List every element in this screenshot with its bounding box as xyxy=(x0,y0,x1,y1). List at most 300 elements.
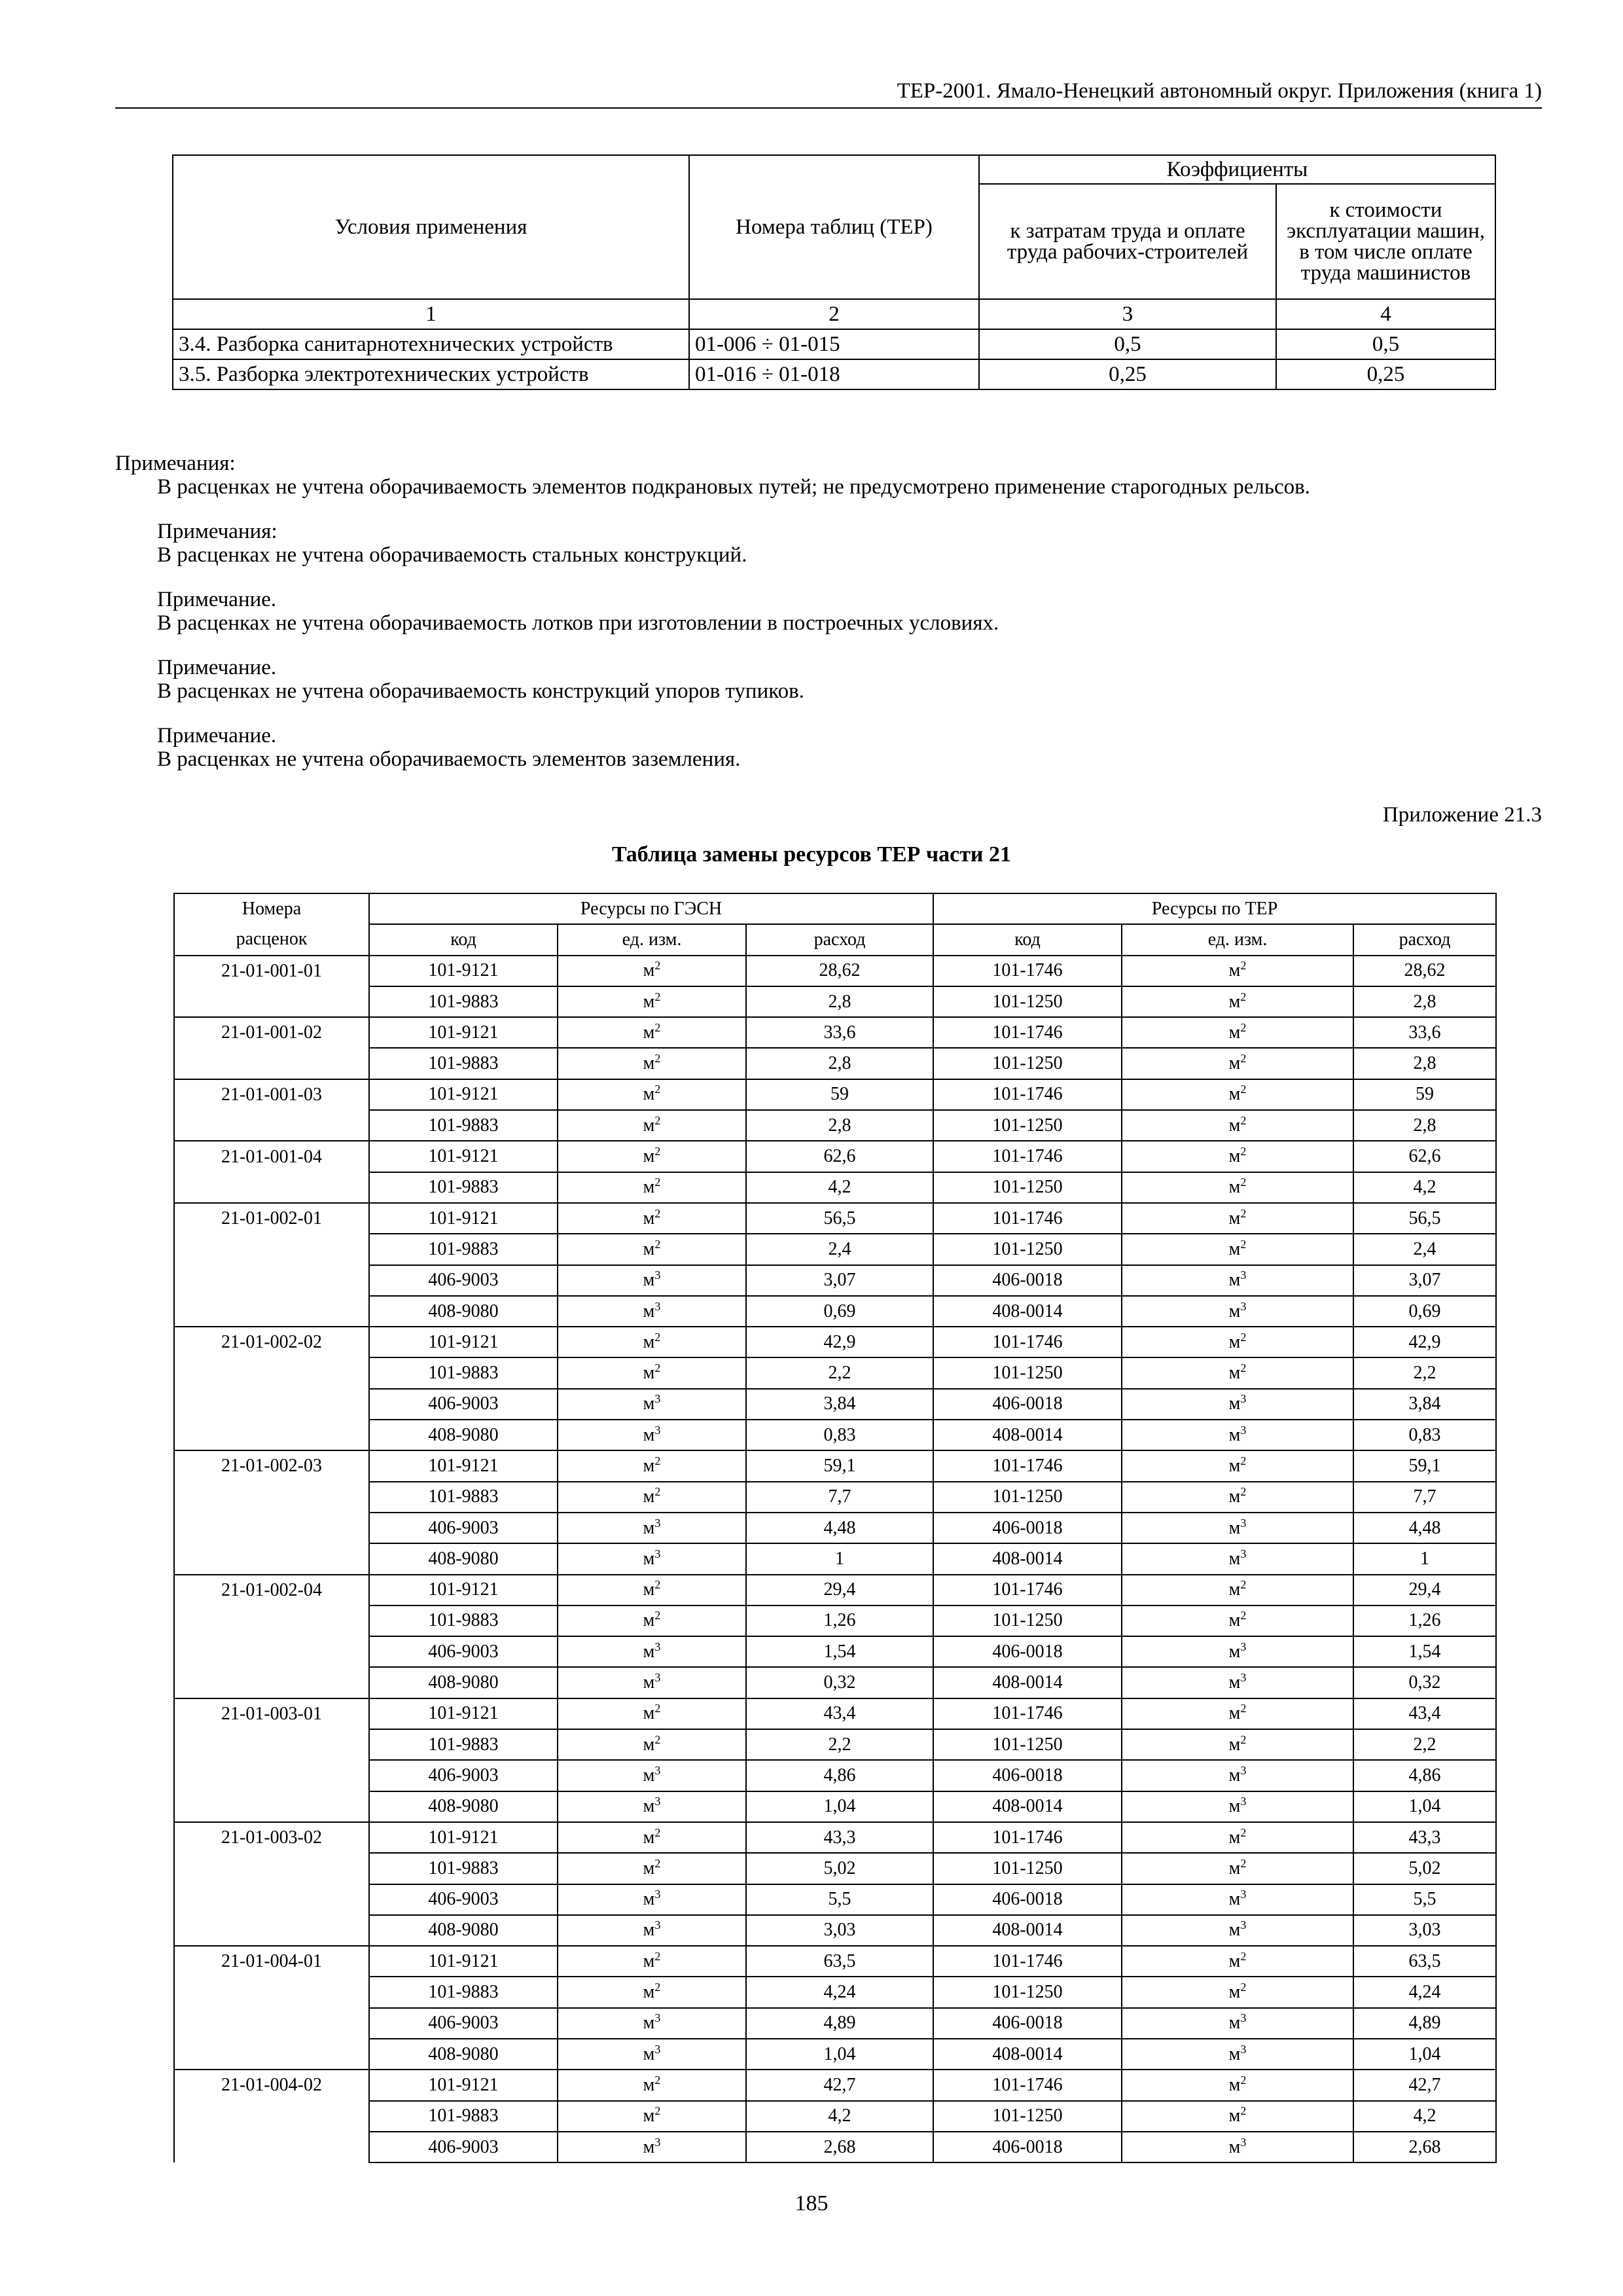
unit-power: 2 xyxy=(654,1732,661,1746)
ter-unit-cell xyxy=(1122,1636,1353,1667)
table-row xyxy=(174,1265,1496,1296)
col-number: 3 xyxy=(979,299,1276,329)
unit-power: 2 xyxy=(1240,1113,1247,1127)
unit-power: 3 xyxy=(654,1516,661,1530)
unit-text: м xyxy=(1228,1579,1241,1600)
col-tables-header: Номера таблиц (ТЕР) xyxy=(689,155,979,299)
ter-unit-cell xyxy=(1122,1667,1353,1698)
gesn-unit-cell xyxy=(558,1946,746,1977)
unit-text: м xyxy=(1228,1703,1241,1724)
unit-power: 2 xyxy=(1240,1609,1247,1623)
unit-text: м xyxy=(1228,1950,1241,1971)
ter-unit-cell xyxy=(1122,986,1353,1017)
unit-text: м xyxy=(643,1950,655,1971)
unit-power: 3 xyxy=(654,1918,661,1932)
rate-number-empty xyxy=(174,986,369,1017)
unit-text: м xyxy=(643,1641,655,1662)
gesn-amount-cell: 63,5 xyxy=(746,1946,933,1977)
unit-text: м xyxy=(643,991,655,1012)
unit-power: 3 xyxy=(654,1299,661,1313)
condition-cell: 3.5. Разборка электротехнических устройств xyxy=(173,359,689,389)
unit-text: м xyxy=(1228,2136,1241,2157)
gesn-amount-cell: 7,7 xyxy=(746,1482,933,1513)
unit-text: м xyxy=(643,1486,655,1507)
ter-unit-cell xyxy=(1122,1513,1353,1543)
unit-text: м xyxy=(1228,1115,1241,1136)
unit-text: м xyxy=(643,1115,655,1136)
gesn-amount-cell: 28,62 xyxy=(746,956,933,986)
gesn-code-cell: 101-9883 xyxy=(369,986,558,1017)
unit-power: 2 xyxy=(654,1702,661,1715)
rate-number-cell: 21-01-002-03 xyxy=(174,1450,369,1481)
ter-unit-cell xyxy=(1122,1543,1353,1574)
ter-amount-cell: 1,54 xyxy=(1353,1636,1496,1667)
table-row xyxy=(174,986,1496,1017)
unit-text: м xyxy=(1228,1022,1241,1043)
ter-amount-cell: 1,04 xyxy=(1353,1791,1496,1822)
unit-power: 2 xyxy=(654,1206,661,1220)
unit-power: 2 xyxy=(1240,1949,1247,1963)
rate-number-empty xyxy=(174,1915,369,1946)
ter-code-cell: 101-1746 xyxy=(933,2070,1122,2100)
unit-power: 2 xyxy=(1240,959,1247,973)
ter-unit-cell xyxy=(1122,1977,1353,2007)
gesn-unit-cell xyxy=(558,986,746,1017)
ter-unit-cell xyxy=(1122,1048,1353,1079)
ter-amount-cell: 2,68 xyxy=(1353,2132,1496,2162)
ter-unit-cell xyxy=(1122,2132,1353,2162)
rate-number-cell: 21-01-004-02 xyxy=(174,2070,369,2100)
unit-power: 2 xyxy=(1240,1981,1247,1994)
gesn-code-cell: 101-9883 xyxy=(369,1977,558,2007)
gesn-code-cell: 406-9003 xyxy=(369,2008,558,2039)
col-number: 4 xyxy=(1276,299,1495,329)
table-row xyxy=(174,1605,1496,1636)
gesn-amount-cell: 3,03 xyxy=(746,1915,933,1946)
gesn-code-cell: 101-9883 xyxy=(369,1357,558,1388)
table-row xyxy=(174,1048,1496,1079)
table-title: Таблица замены ресурсов ТЕР части 21 xyxy=(611,842,1012,867)
unit-text: м xyxy=(1228,1053,1241,1074)
unit-text: м xyxy=(1228,1300,1241,1321)
unit-text: м xyxy=(1228,1765,1241,1785)
ter-amount-cell: 7,7 xyxy=(1353,1482,1496,1513)
unit-text: м xyxy=(1228,1208,1241,1229)
gesn-code-cell: 101-9883 xyxy=(369,1110,558,1141)
ter-code-cell: 101-1746 xyxy=(933,1079,1122,1110)
unit-text: м xyxy=(643,2013,655,2034)
gesn-amount-cell: 0,83 xyxy=(746,1420,933,1450)
gesn-amount-cell: 3,84 xyxy=(746,1389,933,1420)
unit-power: 2 xyxy=(1240,1361,1247,1375)
ter-code-cell: 406-0018 xyxy=(933,1760,1122,1791)
unit-power: 2 xyxy=(1240,1578,1247,1592)
unit-text: м xyxy=(643,1424,655,1445)
gesn-amount-cell: 2,8 xyxy=(746,1110,933,1141)
ter-amount-cell: 4,24 xyxy=(1353,1977,1496,2007)
gesn-unit-cell xyxy=(558,1884,746,1915)
unit-text: м xyxy=(643,1734,655,1755)
gesn-code-cell: 408-9080 xyxy=(369,1667,558,1698)
ter-amount-cell: 33,6 xyxy=(1353,1017,1496,1048)
ter-code-cell: 101-1746 xyxy=(933,1450,1122,1481)
unit-power: 2 xyxy=(654,2073,661,2087)
unit-power: 2 xyxy=(654,1361,661,1375)
ter-code-cell: 101-1746 xyxy=(933,1946,1122,1977)
gesn-code-cell: 408-9080 xyxy=(369,1543,558,1574)
unit-power: 2 xyxy=(654,1454,661,1467)
rate-number-empty xyxy=(174,1791,369,1822)
unit-power: 2 xyxy=(1240,1020,1247,1034)
gesn-amount-cell: 2,8 xyxy=(746,986,933,1017)
unit-power: 2 xyxy=(654,1083,661,1096)
table-row xyxy=(174,1017,1496,1048)
gesn-amount-cell: 1 xyxy=(746,1543,933,1574)
unit-text: м xyxy=(1228,1238,1241,1259)
labor-coef-cell: 0,5 xyxy=(979,329,1276,359)
unit-power: 3 xyxy=(654,2011,661,2025)
gesn-code-cell: 101-9121 xyxy=(369,1141,558,1172)
unit-power: 2 xyxy=(654,1237,661,1251)
unit-text: м xyxy=(1228,1610,1241,1631)
table-row xyxy=(174,2101,1496,2132)
rate-number-cell: 21-01-003-01 xyxy=(174,1698,369,1729)
rate-number-empty xyxy=(174,1172,369,1203)
ter-unit-cell xyxy=(1122,1110,1353,1141)
col-numbers-header: расценок xyxy=(174,924,369,955)
col-labor-header: к затратам труда и оплате труда рабочих-строителей xyxy=(979,184,1276,299)
gesn-amount-cell: 4,2 xyxy=(746,1172,933,1203)
table-row xyxy=(174,1357,1496,1388)
unit-power: 3 xyxy=(654,2135,661,2149)
gesn-unit-cell xyxy=(558,1265,746,1296)
gesn-unit-cell xyxy=(558,1141,746,1172)
gesn-unit-cell xyxy=(558,1172,746,1203)
ter-amount-cell: 29,4 xyxy=(1353,1575,1496,1605)
table-row xyxy=(174,1203,1496,1234)
unit-power: 2 xyxy=(1240,2073,1247,2087)
rate-number-empty xyxy=(174,2101,369,2132)
table-row xyxy=(174,1977,1496,2007)
unit-power: 3 xyxy=(654,1888,661,1901)
ter-code-cell: 101-1250 xyxy=(933,1482,1122,1513)
ter-unit-cell xyxy=(1122,1017,1353,1048)
unit-power: 2 xyxy=(1240,1485,1247,1499)
unit-text: м xyxy=(1228,2074,1241,2095)
rate-number-empty xyxy=(174,1296,369,1327)
gesn-unit-cell xyxy=(558,1822,746,1853)
unit-power: 2 xyxy=(654,1145,661,1158)
ter-code-cell: 101-1746 xyxy=(933,1822,1122,1853)
table-row xyxy=(174,1791,1496,1822)
unit-power: 3 xyxy=(654,1268,661,1282)
gesn-amount-cell: 1,54 xyxy=(746,1636,933,1667)
unit-text: м xyxy=(643,1300,655,1321)
gesn-unit-cell xyxy=(558,1977,746,2007)
gesn-unit-cell xyxy=(558,2101,746,2132)
ter-unit-cell xyxy=(1122,1760,1353,1791)
unit-text: м xyxy=(1228,1827,1241,1848)
ter-amount-cell: 3,84 xyxy=(1353,1389,1496,1420)
gesn-code-cell: 101-9883 xyxy=(369,1605,558,1636)
machines-coef-cell: 0,5 xyxy=(1276,329,1495,359)
ter-code-cell: 406-0018 xyxy=(933,1513,1122,1543)
ter-unit-cell xyxy=(1122,1389,1353,1420)
ter-unit-cell xyxy=(1122,1915,1353,1946)
rate-number-empty xyxy=(174,1110,369,1141)
rate-number-empty xyxy=(174,1853,369,1884)
table-row xyxy=(174,1884,1496,1915)
table-row xyxy=(174,1141,1496,1172)
rate-number-empty xyxy=(174,2008,369,2039)
unit-power: 3 xyxy=(654,2042,661,2056)
ter-amount-cell: 62,6 xyxy=(1353,1141,1496,1172)
unit-power: 2 xyxy=(1240,1206,1247,1220)
unit-text: м xyxy=(643,1517,655,1538)
rate-number-cell: 21-01-001-01 xyxy=(174,956,369,986)
gesn-unit-cell xyxy=(558,1698,746,1729)
ter-amount-cell: 0,32 xyxy=(1353,1667,1496,1698)
gesn-unit-cell xyxy=(558,1791,746,1822)
unit-text: м xyxy=(1228,1672,1241,1693)
gesn-code-cell: 101-9883 xyxy=(369,1234,558,1265)
gesn-amount-cell: 42,7 xyxy=(746,2070,933,2100)
ter-unit-cell xyxy=(1122,1357,1353,1388)
ter-code-cell: 406-0018 xyxy=(933,1884,1122,1915)
gesn-unit-cell xyxy=(558,1853,746,1884)
note-body: В расценках не учтена оборачиваемость элементов заземления. xyxy=(157,747,741,771)
unit-power: 2 xyxy=(654,1175,661,1189)
gesn-amount-cell: 5,02 xyxy=(746,1853,933,1884)
ter-amount-cell: 2,8 xyxy=(1353,1048,1496,1079)
col-code-header: код xyxy=(933,924,1122,955)
ter-code-cell: 101-1746 xyxy=(933,956,1122,986)
unit-power: 2 xyxy=(654,1981,661,1994)
unit-text: м xyxy=(643,1331,655,1352)
gesn-amount-cell: 0,32 xyxy=(746,1667,933,1698)
gesn-amount-cell: 62,6 xyxy=(746,1141,933,1172)
col-unit-header: ед. изм. xyxy=(558,924,746,955)
ter-code-cell: 408-0014 xyxy=(933,2039,1122,2070)
col-number: 1 xyxy=(173,299,689,329)
gesn-code-cell: 101-9121 xyxy=(369,956,558,986)
table-row xyxy=(174,1946,1496,1977)
ter-unit-cell xyxy=(1122,1327,1353,1357)
col-code-header: код xyxy=(369,924,558,955)
resource-replacement-table xyxy=(173,893,1497,2163)
table-row xyxy=(174,2039,1496,2070)
unit-power: 3 xyxy=(1240,1918,1247,1932)
unit-power: 2 xyxy=(654,1485,661,1499)
unit-power: 2 xyxy=(1240,1145,1247,1158)
unit-text: м xyxy=(1228,1641,1241,1662)
unit-power: 2 xyxy=(1240,2104,1247,2118)
gesn-unit-cell xyxy=(558,1017,746,1048)
gesn-unit-cell xyxy=(558,1450,746,1481)
ter-code-cell: 408-0014 xyxy=(933,1667,1122,1698)
gesn-unit-cell xyxy=(558,1575,746,1605)
unit-text: м xyxy=(643,1053,655,1074)
gesn-unit-cell xyxy=(558,1543,746,1574)
unit-text: м xyxy=(1228,1270,1241,1291)
gesn-code-cell: 101-9121 xyxy=(369,1017,558,1048)
ter-code-cell: 408-0014 xyxy=(933,1915,1122,1946)
gesn-unit-cell xyxy=(558,1048,746,1079)
rate-number-empty xyxy=(174,1420,369,1450)
gesn-amount-cell: 2,2 xyxy=(746,1357,933,1388)
unit-power: 3 xyxy=(1240,1640,1247,1653)
unit-text: м xyxy=(643,1238,655,1259)
unit-text: м xyxy=(643,1672,655,1693)
unit-text: м xyxy=(1228,1146,1241,1167)
gesn-amount-cell: 2,2 xyxy=(746,1729,933,1760)
gesn-code-cell: 406-9003 xyxy=(369,1389,558,1420)
unit-text: м xyxy=(643,1270,655,1291)
ter-unit-cell xyxy=(1122,1420,1353,1450)
ter-amount-cell: 1,26 xyxy=(1353,1605,1496,1636)
gesn-amount-cell: 1,04 xyxy=(746,1791,933,1822)
note-title: Примечание. xyxy=(157,724,277,747)
gesn-unit-cell xyxy=(558,1915,746,1946)
unit-text: м xyxy=(643,1393,655,1414)
gesn-unit-cell xyxy=(558,956,746,986)
ter-amount-cell: 0,69 xyxy=(1353,1296,1496,1327)
rate-number-empty xyxy=(174,2132,369,2162)
table-row xyxy=(174,1729,1496,1760)
gesn-unit-cell xyxy=(558,1296,746,1327)
ter-amount-cell: 2,2 xyxy=(1353,1357,1496,1388)
rate-number-empty xyxy=(174,1667,369,1698)
appendix-label: Приложение 21.3 xyxy=(1382,803,1542,827)
unit-text: м xyxy=(643,1363,655,1384)
ter-unit-cell xyxy=(1122,2101,1353,2132)
gesn-code-cell: 408-9080 xyxy=(369,1420,558,1450)
unit-power: 3 xyxy=(654,1795,661,1808)
ter-unit-cell xyxy=(1122,1884,1353,1915)
ter-amount-cell: 56,5 xyxy=(1353,1203,1496,1234)
table-row xyxy=(174,1234,1496,1265)
page-number: 185 xyxy=(794,2191,829,2215)
table-row xyxy=(174,2132,1496,2162)
note-body: В расценках не учтена оборачиваемость лотков при изготовлении в построечных условиях. xyxy=(157,611,999,635)
unit-text: м xyxy=(1228,2013,1241,2034)
unit-power: 2 xyxy=(654,959,661,973)
unit-power: 3 xyxy=(654,1423,661,1437)
table-row xyxy=(174,1110,1496,1141)
ter-unit-cell xyxy=(1122,1729,1353,1760)
gesn-code-cell: 406-9003 xyxy=(369,1265,558,1296)
gesn-amount-cell: 59,1 xyxy=(746,1450,933,1481)
unit-power: 2 xyxy=(654,1330,661,1344)
table-row xyxy=(174,1482,1496,1513)
gesn-unit-cell xyxy=(558,1234,746,1265)
unit-power: 3 xyxy=(1240,1516,1247,1530)
ter-code-cell: 406-0018 xyxy=(933,1636,1122,1667)
ter-unit-cell xyxy=(1122,1450,1353,1481)
note-title: Примечание. xyxy=(157,588,277,611)
gesn-code-cell: 101-9121 xyxy=(369,1450,558,1481)
unit-text: м xyxy=(1228,1517,1241,1538)
ter-code-cell: 101-1250 xyxy=(933,1853,1122,1884)
ter-unit-cell xyxy=(1122,956,1353,986)
unit-power: 3 xyxy=(654,1392,661,1406)
table-row xyxy=(174,1575,1496,1605)
unit-power: 3 xyxy=(1240,1547,1247,1560)
unit-text: м xyxy=(643,1177,655,1198)
gesn-unit-cell xyxy=(558,2070,746,2100)
gesn-code-cell: 101-9883 xyxy=(369,2101,558,2132)
ter-code-cell: 101-1746 xyxy=(933,1017,1122,1048)
running-header xyxy=(115,72,1542,109)
ter-amount-cell: 1 xyxy=(1353,1543,1496,1574)
ter-amount-cell: 4,89 xyxy=(1353,2008,1496,2039)
unit-power: 3 xyxy=(1240,1888,1247,1901)
ter-unit-cell xyxy=(1122,1296,1353,1327)
gesn-unit-cell xyxy=(558,1110,746,1141)
unit-text: м xyxy=(1228,1363,1241,1384)
unit-power: 2 xyxy=(654,1020,661,1034)
unit-power: 2 xyxy=(1240,1454,1247,1467)
rate-number-empty xyxy=(174,1884,369,1915)
table-row xyxy=(174,1389,1496,1420)
ter-code-cell: 101-1746 xyxy=(933,1575,1122,1605)
gesn-amount-cell: 2,4 xyxy=(746,1234,933,1265)
rate-number-empty xyxy=(174,1265,369,1296)
unit-text: м xyxy=(1228,1084,1241,1105)
unit-power: 2 xyxy=(1240,1083,1247,1096)
gesn-unit-cell xyxy=(558,2132,746,2162)
col-amount-header: расход xyxy=(1353,924,1496,955)
col-ter-header: Ресурсы по ТЕР xyxy=(933,893,1496,924)
ter-unit-cell xyxy=(1122,2008,1353,2039)
rate-number-empty xyxy=(174,1513,369,1543)
ter-amount-cell: 42,7 xyxy=(1353,2070,1496,2100)
ter-code-cell: 101-1250 xyxy=(933,1357,1122,1388)
unit-power: 2 xyxy=(654,1113,661,1127)
gesn-unit-cell xyxy=(558,1327,746,1357)
gesn-code-cell: 101-9121 xyxy=(369,1575,558,1605)
gesn-unit-cell xyxy=(558,1357,746,1388)
gesn-unit-cell xyxy=(558,1605,746,1636)
unit-text: м xyxy=(1228,1177,1241,1198)
ter-code-cell: 406-0018 xyxy=(933,2008,1122,2039)
ter-amount-cell: 1,04 xyxy=(1353,2039,1496,2070)
rate-number-cell: 21-01-003-02 xyxy=(174,1822,369,1853)
gesn-unit-cell xyxy=(558,2039,746,2070)
col-machines-header: к стоимости эксплуатации машин, в том числе оплате труда машинистов xyxy=(1276,184,1495,299)
ter-unit-cell xyxy=(1122,1265,1353,1296)
unit-text: м xyxy=(643,2074,655,2095)
table-row xyxy=(174,1450,1496,1481)
unit-text: м xyxy=(643,1827,655,1848)
gesn-amount-cell: 4,24 xyxy=(746,1977,933,2007)
gesn-unit-cell xyxy=(558,1389,746,1420)
ter-amount-cell: 3,03 xyxy=(1353,1915,1496,1946)
gesn-amount-cell: 1,26 xyxy=(746,1605,933,1636)
note-title: Примечания: xyxy=(115,452,236,475)
gesn-code-cell: 101-9883 xyxy=(369,1048,558,1079)
gesn-amount-cell: 29,4 xyxy=(746,1575,933,1605)
ter-amount-cell: 2,2 xyxy=(1353,1729,1496,1760)
gesn-code-cell: 406-9003 xyxy=(369,1636,558,1667)
note-title: Примечания: xyxy=(157,520,277,543)
unit-power: 2 xyxy=(654,1856,661,1870)
ter-amount-cell: 3,07 xyxy=(1353,1265,1496,1296)
gesn-unit-cell xyxy=(558,1760,746,1791)
ter-code-cell: 101-1746 xyxy=(933,1327,1122,1357)
ter-unit-cell xyxy=(1122,1079,1353,1110)
ter-code-cell: 101-1250 xyxy=(933,1729,1122,1760)
